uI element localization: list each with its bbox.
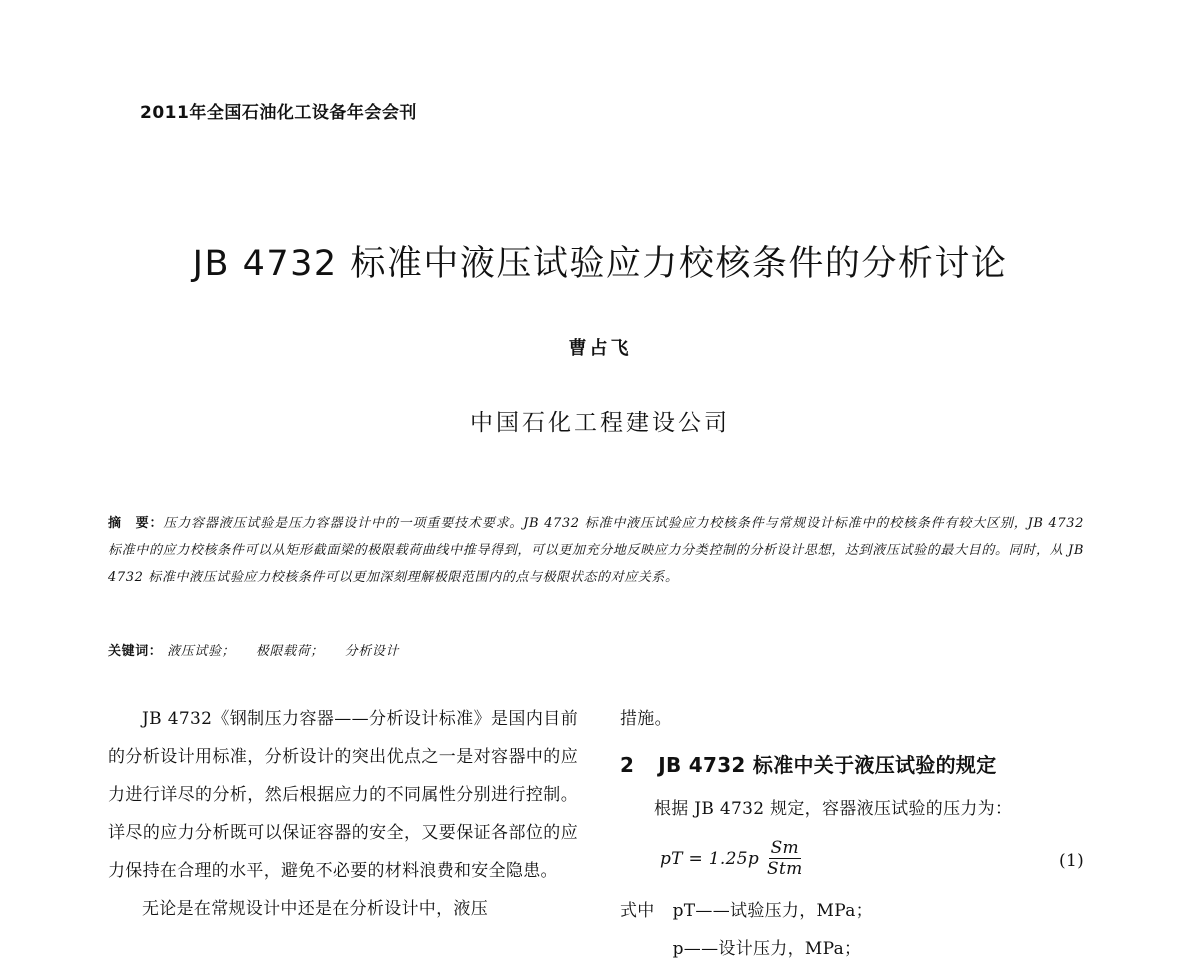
paper-author: 曹占飞: [568, 338, 632, 359]
keyword-item: 分析设计: [344, 644, 400, 659]
equation-1: [620, 832, 1084, 892]
where-label: 式中: [620, 901, 655, 921]
section-number: 2: [620, 753, 635, 777]
formula-denominator: Stm: [767, 859, 803, 879]
section-intro: 根据 JB 4732 规定，容器液压试验的压力为：: [654, 799, 1013, 819]
paper-title: JB 4732 标准中液压试验应力校核条件的分析讨论: [192, 244, 1008, 284]
abstract: [108, 510, 1084, 591]
section-heading: [620, 746, 1084, 784]
variable-definition: pT——试验压力，MPa；: [672, 901, 873, 921]
variable-definition: p——设计压力，MPa；: [672, 939, 862, 959]
body-column-left: [108, 700, 578, 928]
keywords-label: 关键词：: [108, 644, 163, 659]
section-title: JB 4732 标准中关于液压试验的规定: [658, 753, 997, 777]
formula: [660, 838, 803, 879]
equation-number: (1): [1059, 851, 1084, 871]
journal-header: 2011年全国石油化工设备年会会刊: [140, 103, 417, 123]
keywords: [108, 640, 415, 659]
keyword-item: 液压试验；: [167, 644, 236, 659]
body-column-right: [620, 700, 1084, 968]
body-paragraph: JB 4732《钢制压力容器——分析设计标准》是国内目前的分析设计用标准，分析设计的突出优点之一是对容器中的应力进行详尽的分析，然后根据应力的不同属性分别进行控制。详尽的应力分析既可以保证容器的安全，又要保证各部位的应力保持在合理的水平，避免不必要的材料浪费和安全隐患。: [108, 709, 578, 881]
abstract-label: 摘 要：: [108, 516, 164, 531]
keyword-item: 极限载荷；: [255, 644, 324, 659]
variable-definitions: [620, 892, 1084, 968]
formula-fraction: [767, 838, 803, 879]
continued-text: 措施。: [620, 709, 672, 729]
formula-lhs: pT = 1.25p: [660, 848, 760, 869]
author-affiliation: 中国石化工程建设公司: [470, 410, 730, 436]
abstract-text: 压力容器液压试验是压力容器设计中的一项重要技术要求。JB 4732 标准中液压试验应力校核条件与常规设计标准中的校核条件有较大区别，JB 4732 标准中的应力校核条件可以从矩形截面梁的极限载荷曲线中推导得到，可以更加充分地反映应力分类控制的分析设计思想，达到液压试验的最大目的。同时，从 JB 4732 标准中液压试验应力校核条件可以更加深刻理解极限范围内的点与极限状态的对应关系。: [108, 516, 1084, 585]
formula-numerator: Sm: [770, 838, 799, 858]
body-paragraph: 无论是在常规设计中还是在分析设计中，液压: [142, 899, 488, 919]
